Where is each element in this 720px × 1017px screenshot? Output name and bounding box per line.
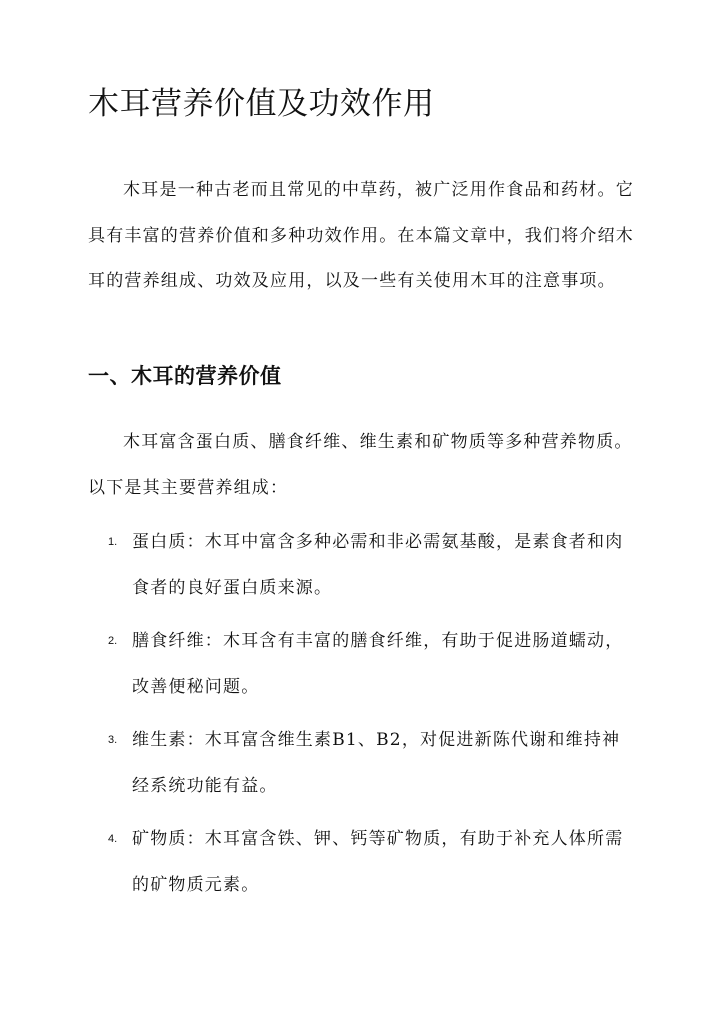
- list-item-number: 1.: [108, 536, 118, 548]
- list-item: [88, 817, 634, 908]
- intro-paragraph: 木耳是一种古老而且常见的中草药，被广泛用作食品和药材。它具有丰富的营养价值和多种功效作用。在本篇文章中，我们将介绍木耳的营养组成、功效及应用，以及一些有关使用木耳的注意事项。: [88, 180, 634, 291]
- list-item-number: 4.: [108, 833, 118, 845]
- section-intro-paragraph: 木耳富含蛋白质、膳食纤维、维生素和矿物质等多种营养物质。以下是其主要营养组成：: [88, 432, 633, 498]
- list-item-text: 蛋白质：木耳中富含多种必需和非必需氨基酸，是素食者和肉食者的良好蛋白质来源。: [132, 532, 624, 598]
- list-item-text: 膳食纤维：木耳含有丰富的膳食纤维，有助于促进肠道蠕动，改善便秘问题。: [132, 631, 624, 697]
- list-item-number: 3.: [108, 734, 118, 746]
- nutrition-list: [88, 520, 634, 916]
- document-title: 木耳营养价值及功效作用: [88, 86, 435, 122]
- list-item: [88, 520, 634, 611]
- list-item: [88, 619, 634, 710]
- list-item-number: 2.: [108, 635, 118, 647]
- list-item: [88, 718, 634, 809]
- list-item-text: 维生素：木耳富含维生素B1、B2，对促进新陈代谢和维持神经系统功能有益。: [132, 730, 621, 796]
- section-heading-nutrition: 一、木耳的营养价值: [88, 363, 282, 388]
- list-item-text: 矿物质：木耳富含铁、钾、钙等矿物质，有助于补充人体所需的矿物质元素。: [132, 829, 624, 895]
